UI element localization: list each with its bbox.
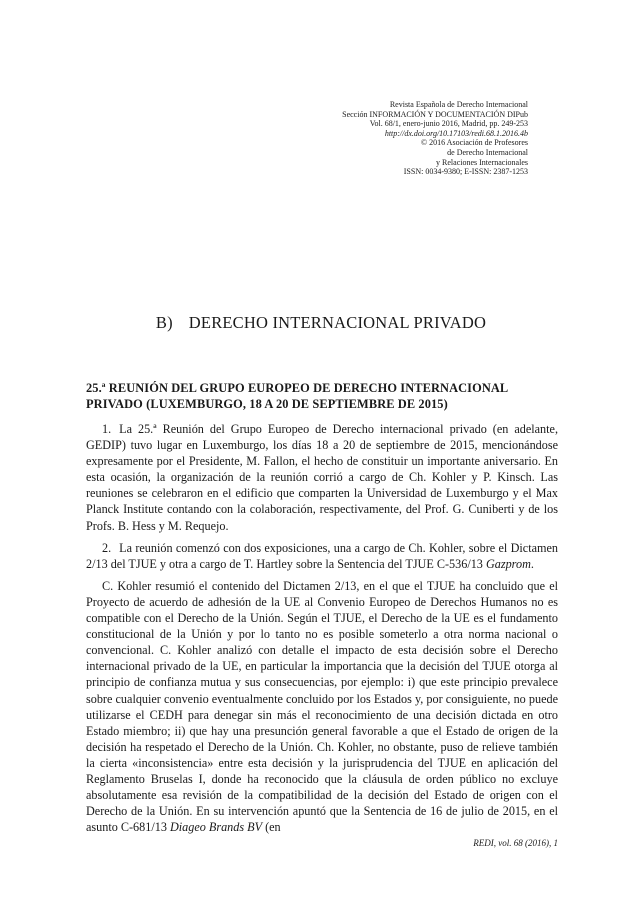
paragraph-1 xyxy=(86,421,558,534)
article-title xyxy=(86,380,558,412)
paragraph-text: La 25.ª Reunión del Grupo Europeo de Derecho internacional privado (en adelante, GEDIP) tuvo lugar en Luxemburgo, los días 18 a 20 de septiembre de 2015, mencionándose expresamente por el Presidente, M. Fallon, el hecho de constituir un importante aniversario. En esta ocasión, la organización de la reunión corrió a cargo de Ch. Kohler y P. Kinsch. Las reuniones se celebraron en el edificio que comparten la Universidad de Luxemburgo y el Max Planck Institute contando con la colaboración, respectivamente, del Prof. G. Cuniberti y de los Profs. B. Hess y M. Requejo. xyxy=(86,422,558,533)
paragraph-text: C. Kohler resumió el contenido del Dictamen 2/13, en el que el TJUE ha concluido que el Proyecto de acuerdo de adhesión de la UE al Convenio Europeo de Derechos Humanos no es compatible con el Derecho de la Unión. Según el TJUE, el Derecho de la UE es el fundamento constitucional de la Unión y por lo tanto no es posible someterlo a otra norma nacional o convencional. C. Kohler analizó con detalle el impacto de esta decisión sobre el Derecho internacional privado de la UE, en particular la importancia que la decisión del TJUE otorga al principio de confianza mutua y sus consecuencias, por ejemplo: i) que este principio prevalece sobre cualquier convenio eventualmente concluido por los Estados y, por consiguiente, no puede utilizarse el CEDH para denegar sin más el reconocimiento de una decisión dictada en otro Estado miembro; ii) que hay una presunción general favorable a que el Estado de origen de la decisión ha respetado el Derecho de la Unión. Ch. Kohler, no obstante, puso de relieve también la cierta «inconsistencia» entre esta decisión y la jurisprudencia del TJUE en aplicación del Reglamento Bruselas I, donde ha reconocido que la cláusula de orden público no excluye absolutamente esa revisión de la compatibilidad de la decisión del Estado de origen con el Derecho de la Unión. En su intervención apuntó que la Sentencia de 16 de julio de 2015, en el asunto C-681/13 xyxy=(86,578,558,835)
section-title: DERECHO INTERNACIONAL PRIVADO xyxy=(188,313,487,332)
case-name-italic: Gazprom xyxy=(485,556,531,571)
article-title-line-2: PRIVADO (LUXEMBURGO, 18 A 20 DE SEPTIEMBRE DE 2015) xyxy=(86,397,448,411)
masthead-doi-link[interactable]: http://dx.doi.org/10.17103/redi.68.1.2016.4b xyxy=(384,128,528,138)
paragraph-3 xyxy=(86,578,558,836)
masthead-volume: Vol. 68/1, enero-junio 2016, Madrid, pp. 249-253 xyxy=(369,119,528,129)
section-letter: B) xyxy=(155,313,173,332)
masthead-journal-name: Revista Española de Derecho Internacional xyxy=(389,100,528,109)
page-footer: REDI, vol. 68 (2016), 1 xyxy=(473,838,558,848)
paragraph-text: La reunión comenzó con dos exposiciones, una a cargo de Ch. Kohler, sobre el Dictamen 2/13 del TJUE y otra a cargo de T. Hartley sobre la Sentencia del TJUE C-536/13 xyxy=(86,540,558,571)
paragraph-number: 2. xyxy=(102,540,112,555)
case-name-italic: Diageo Brands BV xyxy=(169,820,263,835)
paragraph-tail: (en xyxy=(262,820,281,835)
article-body xyxy=(86,421,558,841)
masthead-issn: ISSN: 0034-9380; E-ISSN: 2387-1253 xyxy=(403,167,528,177)
masthead-copyright-cont1: de Derecho Internacional xyxy=(447,147,528,157)
section-heading xyxy=(0,313,642,333)
masthead-copyright: © 2016 Asociación de Profesores xyxy=(421,138,528,148)
paragraph-2 xyxy=(86,540,558,572)
article-title-line-1: 25.ª REUNIÓN DEL GRUPO EUROPEO DE DERECHO INTERNACIONAL xyxy=(86,381,509,395)
paragraph-tail: . xyxy=(530,556,534,571)
paragraph-number: 1. xyxy=(102,422,112,436)
masthead-section: Sección INFORMACIÓN Y DOCUMENTACIÓN DIPub xyxy=(342,109,528,119)
journal-masthead xyxy=(208,100,528,177)
masthead-copyright-cont2: y Relaciones Internacionales xyxy=(436,157,528,167)
